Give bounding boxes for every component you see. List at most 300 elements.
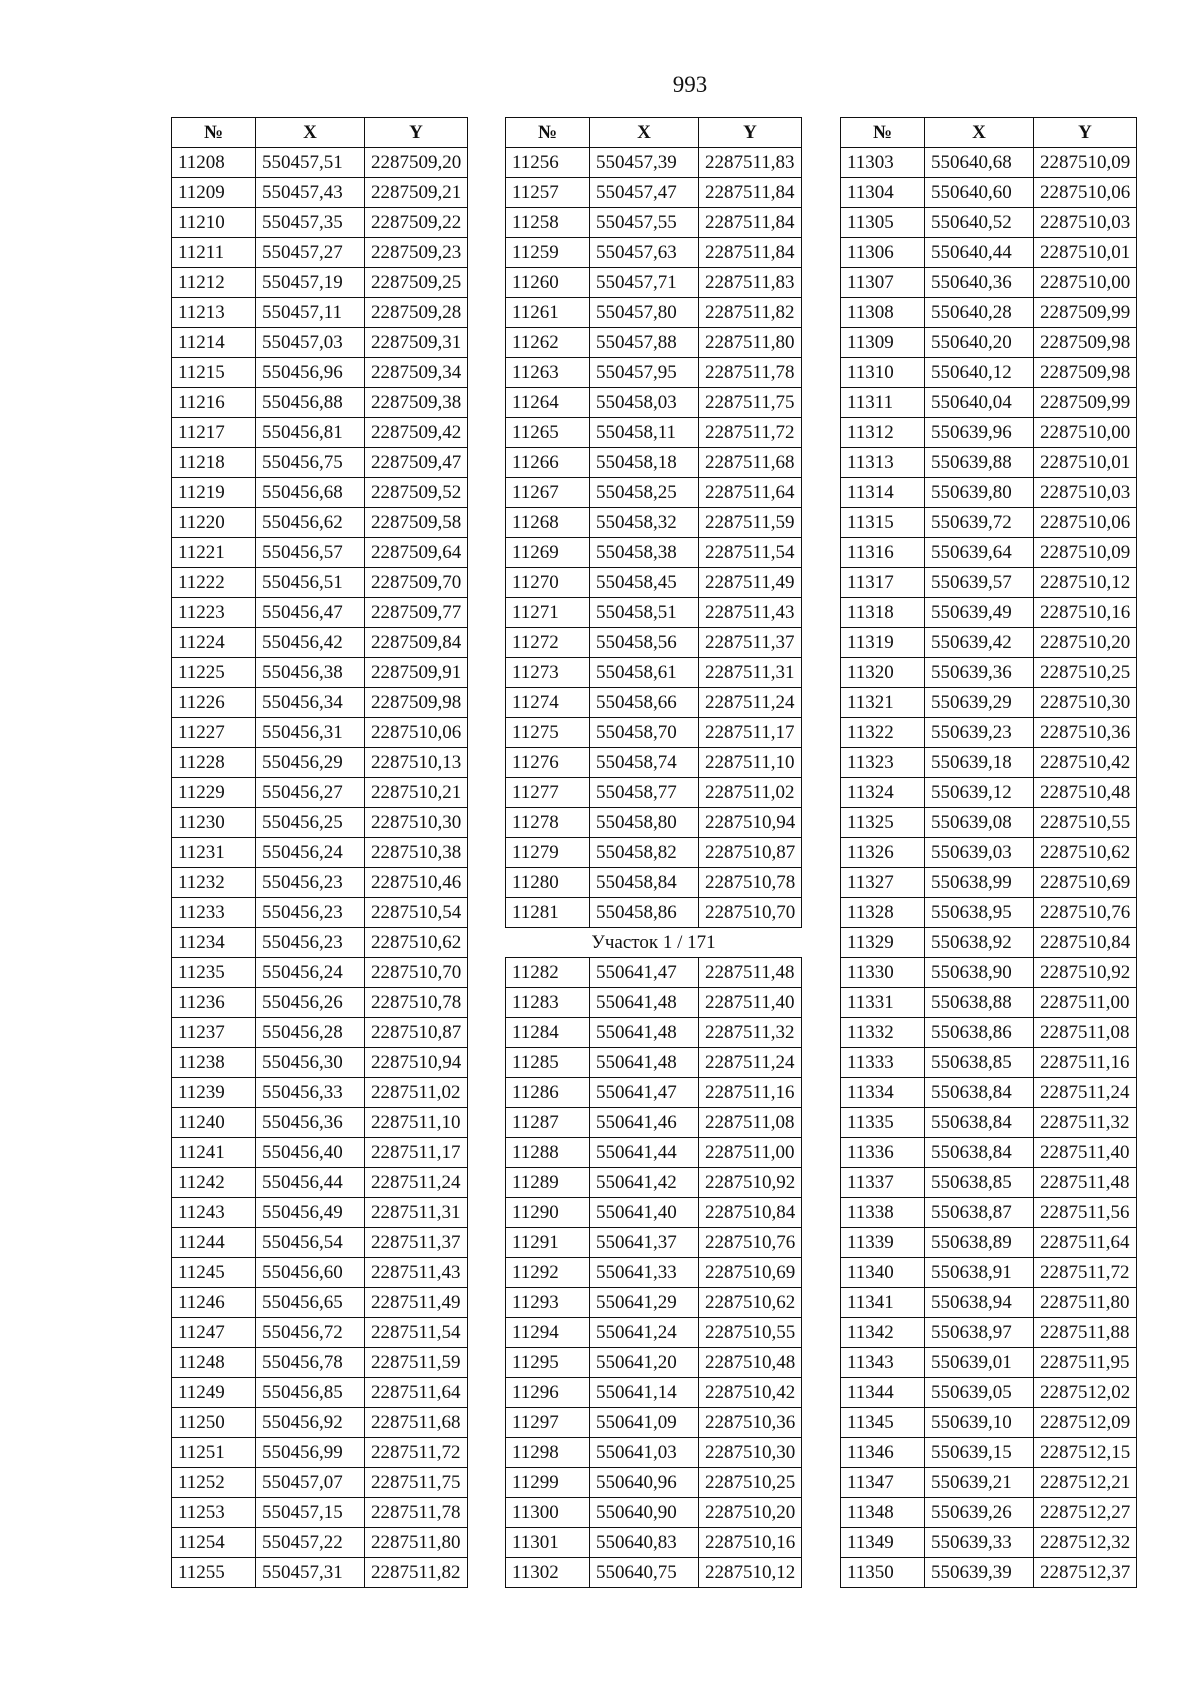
y-coordinate-cell: 2287510,20	[699, 1498, 802, 1528]
x-coordinate-cell: 550458,84	[590, 868, 699, 898]
point-number-cell: 11283	[506, 988, 590, 1018]
table-row	[841, 1558, 1137, 1588]
x-coordinate-cell: 550456,30	[256, 1048, 365, 1078]
y-coordinate-cell: 2287510,12	[699, 1558, 802, 1588]
x-coordinate-cell: 550641,37	[590, 1228, 699, 1258]
point-number-cell: 11218	[172, 448, 256, 478]
y-coordinate-cell: 2287511,10	[365, 1108, 468, 1138]
y-coordinate-cell: 2287510,62	[1034, 838, 1137, 868]
y-coordinate-cell: 2287511,32	[1034, 1108, 1137, 1138]
y-coordinate-cell: 2287511,83	[699, 148, 802, 178]
table-row	[172, 1198, 468, 1228]
table-row	[841, 1468, 1137, 1498]
point-number-cell: 11256	[506, 148, 590, 178]
point-number-cell: 11306	[841, 238, 925, 268]
point-number-cell: 11325	[841, 808, 925, 838]
y-coordinate-cell: 2287509,84	[365, 628, 468, 658]
y-coordinate-cell: 2287510,87	[365, 1018, 468, 1048]
point-number-cell: 11245	[172, 1258, 256, 1288]
point-number-cell: 11296	[506, 1378, 590, 1408]
point-number-cell: 11267	[506, 478, 590, 508]
x-coordinate-cell: 550456,44	[256, 1168, 365, 1198]
y-coordinate-cell: 2287512,02	[1034, 1378, 1137, 1408]
x-coordinate-cell: 550458,45	[590, 568, 699, 598]
x-coordinate-cell: 550638,97	[925, 1318, 1034, 1348]
x-coordinate-cell: 550641,46	[590, 1108, 699, 1138]
table-row	[172, 298, 468, 328]
table-row	[172, 1108, 468, 1138]
x-coordinate-cell: 550456,92	[256, 1408, 365, 1438]
section-subheader-row	[506, 928, 802, 958]
y-coordinate-cell: 2287509,99	[1034, 298, 1137, 328]
y-coordinate-cell: 2287510,76	[699, 1228, 802, 1258]
x-coordinate-cell: 550457,22	[256, 1528, 365, 1558]
y-coordinate-cell: 2287509,52	[365, 478, 468, 508]
x-coordinate-cell: 550641,47	[590, 958, 699, 988]
x-coordinate-cell: 550456,78	[256, 1348, 365, 1378]
point-number-cell: 11321	[841, 688, 925, 718]
table-row	[172, 1228, 468, 1258]
y-coordinate-cell: 2287512,32	[1034, 1528, 1137, 1558]
x-coordinate-cell: 550639,23	[925, 718, 1034, 748]
table-row	[841, 1258, 1137, 1288]
x-coordinate-cell: 550456,31	[256, 718, 365, 748]
y-coordinate-cell: 2287509,70	[365, 568, 468, 598]
point-number-cell: 11222	[172, 568, 256, 598]
x-coordinate-cell: 550458,82	[590, 838, 699, 868]
table-row	[841, 388, 1137, 418]
table-row	[172, 898, 468, 928]
table-row	[506, 1558, 802, 1588]
x-coordinate-cell: 550458,25	[590, 478, 699, 508]
point-number-cell: 11281	[506, 898, 590, 928]
point-number-cell: 11235	[172, 958, 256, 988]
y-coordinate-cell: 2287511,17	[365, 1138, 468, 1168]
point-number-cell: 11237	[172, 1018, 256, 1048]
table-row	[506, 1078, 802, 1108]
x-coordinate-cell: 550456,36	[256, 1108, 365, 1138]
table-row	[841, 598, 1137, 628]
y-coordinate-cell: 2287511,16	[1034, 1048, 1137, 1078]
y-coordinate-cell: 2287511,31	[365, 1198, 468, 1228]
y-coordinate-cell: 2287511,84	[699, 178, 802, 208]
point-number-cell: 11257	[506, 178, 590, 208]
x-coordinate-cell: 550639,36	[925, 658, 1034, 688]
header-number: №	[172, 118, 256, 148]
point-number-cell: 11318	[841, 598, 925, 628]
table-row	[506, 1258, 802, 1288]
point-number-cell: 11347	[841, 1468, 925, 1498]
y-coordinate-cell: 2287511,02	[365, 1078, 468, 1108]
x-coordinate-cell: 550457,95	[590, 358, 699, 388]
x-coordinate-cell: 550456,23	[256, 868, 365, 898]
y-coordinate-cell: 2287511,80	[699, 328, 802, 358]
point-number-cell: 11211	[172, 238, 256, 268]
y-coordinate-cell: 2287511,82	[699, 298, 802, 328]
y-coordinate-cell: 2287511,24	[1034, 1078, 1137, 1108]
x-coordinate-cell: 550457,80	[590, 298, 699, 328]
y-coordinate-cell: 2287509,98	[365, 688, 468, 718]
point-number-cell: 11209	[172, 178, 256, 208]
x-coordinate-cell: 550456,96	[256, 358, 365, 388]
table-row	[506, 1138, 802, 1168]
point-number-cell: 11342	[841, 1318, 925, 1348]
x-coordinate-cell: 550456,72	[256, 1318, 365, 1348]
x-coordinate-cell: 550641,20	[590, 1348, 699, 1378]
table-row	[506, 178, 802, 208]
table-row	[506, 748, 802, 778]
y-coordinate-cell: 2287511,72	[365, 1438, 468, 1468]
x-coordinate-cell: 550456,24	[256, 838, 365, 868]
table-row	[506, 148, 802, 178]
point-number-cell: 11220	[172, 508, 256, 538]
point-number-cell: 11268	[506, 508, 590, 538]
table-row	[841, 1198, 1137, 1228]
point-number-cell: 11253	[172, 1498, 256, 1528]
x-coordinate-cell: 550458,38	[590, 538, 699, 568]
y-coordinate-cell: 2287511,48	[699, 958, 802, 988]
y-coordinate-cell: 2287511,88	[1034, 1318, 1137, 1348]
table-row	[506, 1228, 802, 1258]
table-row	[841, 298, 1137, 328]
point-number-cell: 11289	[506, 1168, 590, 1198]
x-coordinate-cell: 550456,38	[256, 658, 365, 688]
x-coordinate-cell: 550639,08	[925, 808, 1034, 838]
table-row	[172, 778, 468, 808]
y-coordinate-cell: 2287509,22	[365, 208, 468, 238]
x-coordinate-cell: 550457,19	[256, 268, 365, 298]
point-number-cell: 11309	[841, 328, 925, 358]
header-number: №	[841, 118, 925, 148]
point-number-cell: 11295	[506, 1348, 590, 1378]
x-coordinate-cell: 550640,75	[590, 1558, 699, 1588]
point-number-cell: 11263	[506, 358, 590, 388]
x-coordinate-cell: 550641,47	[590, 1078, 699, 1108]
point-number-cell: 11300	[506, 1498, 590, 1528]
table-row	[841, 838, 1137, 868]
x-coordinate-cell: 550640,96	[590, 1468, 699, 1498]
point-number-cell: 11208	[172, 148, 256, 178]
y-coordinate-cell: 2287511,72	[1034, 1258, 1137, 1288]
page-number: 993	[672, 72, 708, 97]
y-coordinate-cell: 2287510,30	[699, 1438, 802, 1468]
y-coordinate-cell: 2287511,31	[699, 658, 802, 688]
y-coordinate-cell: 2287509,77	[365, 598, 468, 628]
x-coordinate-cell: 550638,84	[925, 1138, 1034, 1168]
y-coordinate-cell: 2287511,08	[1034, 1018, 1137, 1048]
table-row	[172, 988, 468, 1018]
x-coordinate-cell: 550640,60	[925, 178, 1034, 208]
x-coordinate-cell: 550458,86	[590, 898, 699, 928]
y-coordinate-cell: 2287509,91	[365, 658, 468, 688]
point-number-cell: 11332	[841, 1018, 925, 1048]
x-coordinate-cell: 550457,51	[256, 148, 365, 178]
y-coordinate-cell: 2287511,82	[365, 1558, 468, 1588]
point-number-cell: 11210	[172, 208, 256, 238]
x-coordinate-cell: 550456,26	[256, 988, 365, 1018]
x-coordinate-cell: 550640,83	[590, 1528, 699, 1558]
x-coordinate-cell: 550639,10	[925, 1408, 1034, 1438]
y-coordinate-cell: 2287511,10	[699, 748, 802, 778]
y-coordinate-cell: 2287511,68	[699, 448, 802, 478]
point-number-cell: 11348	[841, 1498, 925, 1528]
point-number-cell: 11293	[506, 1288, 590, 1318]
y-coordinate-cell: 2287511,68	[365, 1408, 468, 1438]
point-number-cell: 11270	[506, 568, 590, 598]
table-row	[506, 508, 802, 538]
table-row	[172, 568, 468, 598]
x-coordinate-cell: 550638,89	[925, 1228, 1034, 1258]
y-coordinate-cell: 2287509,31	[365, 328, 468, 358]
table-row	[841, 1498, 1137, 1528]
table-row	[841, 1528, 1137, 1558]
y-coordinate-cell: 2287510,01	[1034, 448, 1137, 478]
point-number-cell: 11344	[841, 1378, 925, 1408]
table-row	[506, 388, 802, 418]
point-number-cell: 11340	[841, 1258, 925, 1288]
y-coordinate-cell: 2287511,00	[699, 1138, 802, 1168]
y-coordinate-cell: 2287511,49	[699, 568, 802, 598]
x-coordinate-cell: 550458,11	[590, 418, 699, 448]
x-coordinate-cell: 550458,32	[590, 508, 699, 538]
x-coordinate-cell: 550641,48	[590, 1048, 699, 1078]
point-number-cell: 11286	[506, 1078, 590, 1108]
table-row	[172, 628, 468, 658]
x-coordinate-cell: 550456,65	[256, 1288, 365, 1318]
point-number-cell: 11330	[841, 958, 925, 988]
point-number-cell: 11305	[841, 208, 925, 238]
table-row	[841, 958, 1137, 988]
y-coordinate-cell: 2287510,62	[699, 1288, 802, 1318]
table-row	[841, 478, 1137, 508]
table-row	[172, 1348, 468, 1378]
table-row	[172, 448, 468, 478]
y-coordinate-cell: 2287510,62	[365, 928, 468, 958]
point-number-cell: 11239	[172, 1078, 256, 1108]
table-row	[506, 688, 802, 718]
point-number-cell: 11223	[172, 598, 256, 628]
point-number-cell: 11320	[841, 658, 925, 688]
table-row	[172, 688, 468, 718]
coordinates-table-1	[171, 117, 468, 1588]
point-number-cell: 11341	[841, 1288, 925, 1318]
y-coordinate-cell: 2287511,08	[699, 1108, 802, 1138]
point-number-cell: 11231	[172, 838, 256, 868]
y-coordinate-cell: 2287511,75	[365, 1468, 468, 1498]
y-coordinate-cell: 2287511,24	[699, 1048, 802, 1078]
x-coordinate-cell: 550640,04	[925, 388, 1034, 418]
x-coordinate-cell: 550458,51	[590, 598, 699, 628]
y-coordinate-cell: 2287511,59	[365, 1348, 468, 1378]
point-number-cell: 11243	[172, 1198, 256, 1228]
point-number-cell: 11249	[172, 1378, 256, 1408]
table-row	[506, 1408, 802, 1438]
point-number-cell: 11319	[841, 628, 925, 658]
table-row	[841, 148, 1137, 178]
table-row	[172, 1408, 468, 1438]
y-coordinate-cell: 2287512,21	[1034, 1468, 1137, 1498]
x-coordinate-cell: 550458,61	[590, 658, 699, 688]
point-number-cell: 11308	[841, 298, 925, 328]
point-number-cell: 11260	[506, 268, 590, 298]
table-row	[841, 1018, 1137, 1048]
point-number-cell: 11336	[841, 1138, 925, 1168]
point-number-cell: 11216	[172, 388, 256, 418]
x-coordinate-cell: 550639,01	[925, 1348, 1034, 1378]
y-coordinate-cell: 2287511,64	[1034, 1228, 1137, 1258]
x-coordinate-cell: 550456,24	[256, 958, 365, 988]
y-coordinate-cell: 2287511,37	[699, 628, 802, 658]
x-coordinate-cell: 550456,85	[256, 1378, 365, 1408]
y-coordinate-cell: 2287510,48	[699, 1348, 802, 1378]
table-row	[841, 928, 1137, 958]
table-row	[172, 1468, 468, 1498]
table-row	[841, 808, 1137, 838]
table-row	[172, 658, 468, 688]
table-row	[172, 958, 468, 988]
point-number-cell: 11338	[841, 1198, 925, 1228]
x-coordinate-cell: 550456,28	[256, 1018, 365, 1048]
y-coordinate-cell: 2287509,99	[1034, 388, 1137, 418]
table-row	[506, 208, 802, 238]
x-coordinate-cell: 550456,29	[256, 748, 365, 778]
point-number-cell: 11331	[841, 988, 925, 1018]
x-coordinate-cell: 550638,95	[925, 898, 1034, 928]
table-row	[172, 238, 468, 268]
point-number-cell: 11334	[841, 1078, 925, 1108]
x-coordinate-cell: 550457,55	[590, 208, 699, 238]
point-number-cell: 11275	[506, 718, 590, 748]
table-row	[841, 568, 1137, 598]
x-coordinate-cell: 550638,85	[925, 1048, 1034, 1078]
point-number-cell: 11350	[841, 1558, 925, 1588]
table-row	[841, 1318, 1137, 1348]
x-coordinate-cell: 550639,49	[925, 598, 1034, 628]
table-row	[506, 1318, 802, 1348]
point-number-cell: 11225	[172, 658, 256, 688]
x-coordinate-cell: 550639,15	[925, 1438, 1034, 1468]
y-coordinate-cell: 2287510,92	[1034, 958, 1137, 988]
table-row	[506, 958, 802, 988]
header-x: X	[256, 118, 365, 148]
table-row	[841, 1378, 1137, 1408]
y-coordinate-cell: 2287510,84	[699, 1198, 802, 1228]
table-row	[172, 538, 468, 568]
table-row	[841, 688, 1137, 718]
point-number-cell: 11217	[172, 418, 256, 448]
header-y: Y	[1034, 118, 1137, 148]
y-coordinate-cell: 2287510,84	[1034, 928, 1137, 958]
point-number-cell: 11233	[172, 898, 256, 928]
point-number-cell: 11312	[841, 418, 925, 448]
table-row	[506, 1048, 802, 1078]
table-row	[172, 808, 468, 838]
table-row	[506, 1168, 802, 1198]
x-coordinate-cell: 550458,18	[590, 448, 699, 478]
point-number-cell: 11314	[841, 478, 925, 508]
y-coordinate-cell: 2287510,03	[1034, 208, 1137, 238]
y-coordinate-cell: 2287510,70	[699, 898, 802, 928]
point-number-cell: 11221	[172, 538, 256, 568]
table-row	[506, 868, 802, 898]
y-coordinate-cell: 2287510,25	[699, 1468, 802, 1498]
point-number-cell: 11297	[506, 1408, 590, 1438]
y-coordinate-cell: 2287512,15	[1034, 1438, 1137, 1468]
point-number-cell: 11242	[172, 1168, 256, 1198]
point-number-cell: 11327	[841, 868, 925, 898]
x-coordinate-cell: 550638,84	[925, 1078, 1034, 1108]
header-x: X	[925, 118, 1034, 148]
point-number-cell: 11324	[841, 778, 925, 808]
y-coordinate-cell: 2287510,06	[1034, 508, 1137, 538]
x-coordinate-cell: 550456,34	[256, 688, 365, 718]
table-row	[841, 748, 1137, 778]
x-coordinate-cell: 550639,03	[925, 838, 1034, 868]
header-x: X	[590, 118, 699, 148]
table-header-row	[506, 118, 802, 148]
table-row	[506, 538, 802, 568]
table-row	[506, 1378, 802, 1408]
x-coordinate-cell: 550457,31	[256, 1558, 365, 1588]
x-coordinate-cell: 550457,88	[590, 328, 699, 358]
x-coordinate-cell: 550638,85	[925, 1168, 1034, 1198]
table-row	[172, 1078, 468, 1108]
y-coordinate-cell: 2287511,49	[365, 1288, 468, 1318]
x-coordinate-cell: 550456,75	[256, 448, 365, 478]
point-number-cell: 11244	[172, 1228, 256, 1258]
table-row	[172, 868, 468, 898]
y-coordinate-cell: 2287512,27	[1034, 1498, 1137, 1528]
table-row	[841, 178, 1137, 208]
point-number-cell: 11219	[172, 478, 256, 508]
y-coordinate-cell: 2287510,46	[365, 868, 468, 898]
y-coordinate-cell: 2287510,21	[365, 778, 468, 808]
table-row	[172, 1048, 468, 1078]
y-coordinate-cell: 2287510,42	[699, 1378, 802, 1408]
table-row	[841, 628, 1137, 658]
y-coordinate-cell: 2287510,00	[1034, 418, 1137, 448]
point-number-cell: 11323	[841, 748, 925, 778]
y-coordinate-cell: 2287511,43	[365, 1258, 468, 1288]
table-row	[841, 1408, 1137, 1438]
point-number-cell: 11240	[172, 1108, 256, 1138]
x-coordinate-cell: 550638,86	[925, 1018, 1034, 1048]
y-coordinate-cell: 2287511,40	[1034, 1138, 1137, 1168]
y-coordinate-cell: 2287510,16	[1034, 598, 1137, 628]
x-coordinate-cell: 550456,60	[256, 1258, 365, 1288]
x-coordinate-cell: 550641,14	[590, 1378, 699, 1408]
table-row	[506, 238, 802, 268]
x-coordinate-cell: 550458,77	[590, 778, 699, 808]
point-number-cell: 11255	[172, 1558, 256, 1588]
point-number-cell: 11229	[172, 778, 256, 808]
y-coordinate-cell: 2287510,92	[699, 1168, 802, 1198]
x-coordinate-cell: 550457,47	[590, 178, 699, 208]
y-coordinate-cell: 2287510,30	[365, 808, 468, 838]
y-coordinate-cell: 2287510,55	[1034, 808, 1137, 838]
x-coordinate-cell: 550639,42	[925, 628, 1034, 658]
y-coordinate-cell: 2287510,01	[1034, 238, 1137, 268]
table-row	[841, 1438, 1137, 1468]
y-coordinate-cell: 2287510,76	[1034, 898, 1137, 928]
point-number-cell: 11302	[506, 1558, 590, 1588]
x-coordinate-cell: 550641,03	[590, 1438, 699, 1468]
table-row	[841, 1108, 1137, 1138]
x-coordinate-cell: 550640,12	[925, 358, 1034, 388]
x-coordinate-cell: 550638,84	[925, 1108, 1034, 1138]
table-row	[172, 838, 468, 868]
x-coordinate-cell: 550640,52	[925, 208, 1034, 238]
